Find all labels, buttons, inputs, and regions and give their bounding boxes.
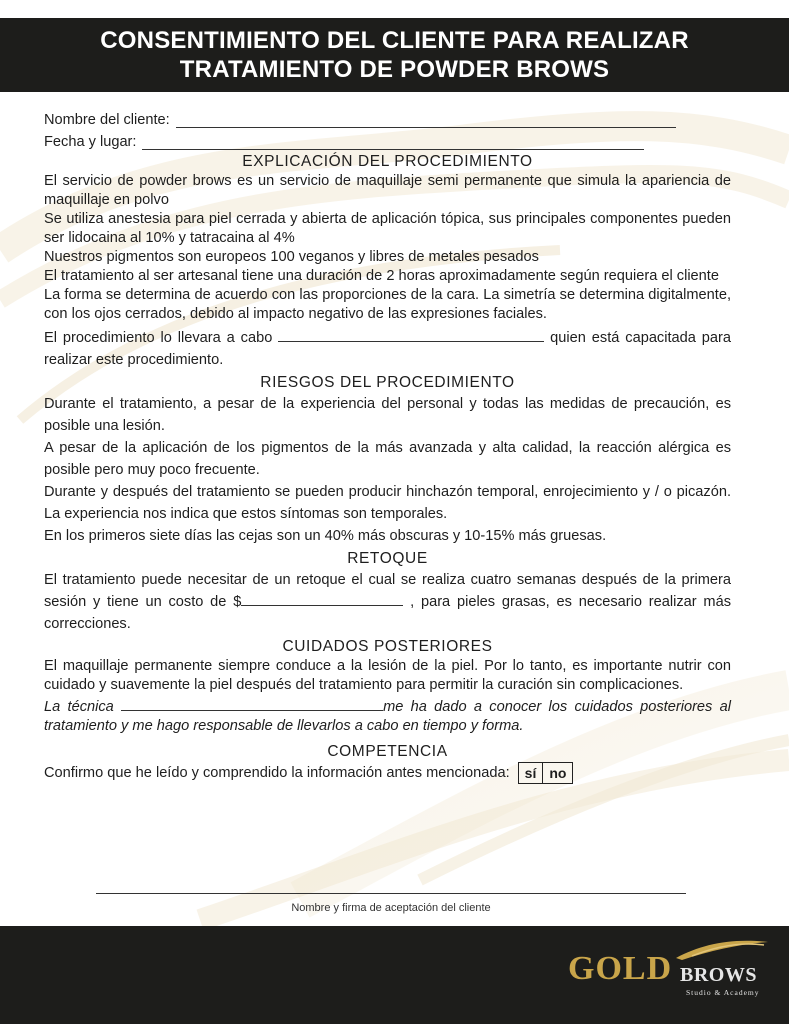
procedure-paragraph-3: Nuestros pigmentos son europeos 100 veganos y libres de metales pesados xyxy=(44,249,539,265)
procedure-paragraph-5: La forma se determina de acuerdo con las proporciones de la cara. La simetría se determina digitalmente, con los ojos cerrados, debido al impacto negativo de las expresiones faciales. xyxy=(44,287,731,322)
procedure-paragraph-4: El tratamiento al ser artesanal tiene una duración de 2 horas aproximadamente según requiera el cliente xyxy=(44,268,719,284)
no-option[interactable]: no xyxy=(542,763,572,783)
logo-gold-text: GOLD xyxy=(568,950,673,987)
section-title-aftercare: CUIDADOS POSTERIORES xyxy=(282,638,493,655)
logo-subtitle: Studio & Academy xyxy=(686,988,760,997)
signature-label: Nombre y firma de aceptación del cliente xyxy=(291,902,491,914)
document-footer xyxy=(0,926,789,1024)
touchup-text-before: El tratamiento puede necesitar de un retoque el cual se realiza cuatro semanas después de la primera sesión y tiene un costo de $ xyxy=(44,572,731,610)
client-name-field[interactable] xyxy=(176,115,676,128)
procedure-performer-after: quien está capacitada para realizar este procedimiento. xyxy=(44,330,731,368)
header-title-line1: CONSENTIMIENTO DEL CLIENTE PARA REALIZAR xyxy=(100,27,689,54)
section-title-risks: RIESGOS DEL PROCEDIMIENTO xyxy=(260,374,515,391)
competence-paragraph xyxy=(44,762,731,784)
technician-name-field[interactable] xyxy=(121,698,383,711)
touchup-cost-field[interactable] xyxy=(241,593,403,606)
document-header xyxy=(0,18,789,92)
touchup-text-after: , para pieles grasas, es necesario realizar más correcciones. xyxy=(44,594,732,632)
risks-paragraph-4: En los primeros siete días las cejas son un 40% más obscuras y 10-15% más gruesas. xyxy=(44,528,607,544)
yes-option[interactable]: sí xyxy=(524,765,537,782)
client-name-row xyxy=(44,106,731,128)
risks-paragraph-2: A pesar de la aplicación de los pigmentos de la más avanzada y alta calidad, la reacción alérgica es posible pero muy poco frecuente. xyxy=(44,440,731,478)
touchup-paragraph xyxy=(44,569,731,635)
brow-brushstroke-icon xyxy=(672,936,772,962)
section-title-competence: COMPETENCIA xyxy=(327,743,448,760)
client-name-label: Nombre del cliente: xyxy=(44,112,170,128)
section-title-touchup: RETOQUE xyxy=(347,550,428,567)
date-place-row xyxy=(44,128,731,150)
date-place-label: Fecha y lugar: xyxy=(44,134,137,150)
date-place-field[interactable] xyxy=(142,137,644,150)
procedure-paragraph-1: El servicio de powder brows es un servicio de maquillaje semi permanente que simula la apariencia de maquillaje en polvo xyxy=(44,173,731,208)
risks-paragraph-3: Durante y después del tratamiento se pueden producir hinchazón temporal, enrojecimiento y / o picazón. La experiencia nos indica que estos síntomas son temporales. xyxy=(44,484,731,522)
form-body xyxy=(44,106,731,784)
aftercare-paragraph-2 xyxy=(44,698,731,736)
procedure-paragraph-2: Se utiliza anestesia para piel cerrada y abierta de aplicación tópica, sus principales componentes pueden ser lidocaina al 10% y tatracaina al 4% xyxy=(44,211,731,246)
aftercare-technician-after: me ha dado a conocer los cuidados posteriores al tratamiento y me hago responsable de llevarlos a cabo en tiempo y forma. xyxy=(44,699,731,734)
yes-no-checkbox-group xyxy=(518,762,574,784)
header-title-line2: TRATAMIENTO DE POWDER BROWS xyxy=(179,56,610,83)
performer-name-field[interactable] xyxy=(278,329,544,342)
signature-line[interactable] xyxy=(96,893,686,894)
aftercare-technician-before: La técnica xyxy=(44,699,114,715)
aftercare-paragraph-1: El maquillaje permanente siempre conduce a la lesión de la piel. Por lo tanto, es importante nutrir con cuidado y suavemente la piel después del tratamiento para permitir la curación sin complicaciones. xyxy=(44,658,731,693)
competence-text: Confirmo que he leído y comprendido la información antes mencionada: xyxy=(44,765,510,781)
section-title-procedure: EXPLICACIÓN DEL PROCEDIMIENTO xyxy=(242,153,533,170)
procedure-paragraph-6 xyxy=(44,327,731,371)
risks-paragraph-1: Durante el tratamiento, a pesar de la experiencia del personal y todas las medidas de precaución, es posible una lesión. xyxy=(44,396,731,434)
logo-brows-text: BROWS xyxy=(680,964,757,986)
procedure-performer-before: El procedimiento lo llevara a cabo xyxy=(44,330,273,346)
goldbrows-logo xyxy=(568,936,773,1016)
